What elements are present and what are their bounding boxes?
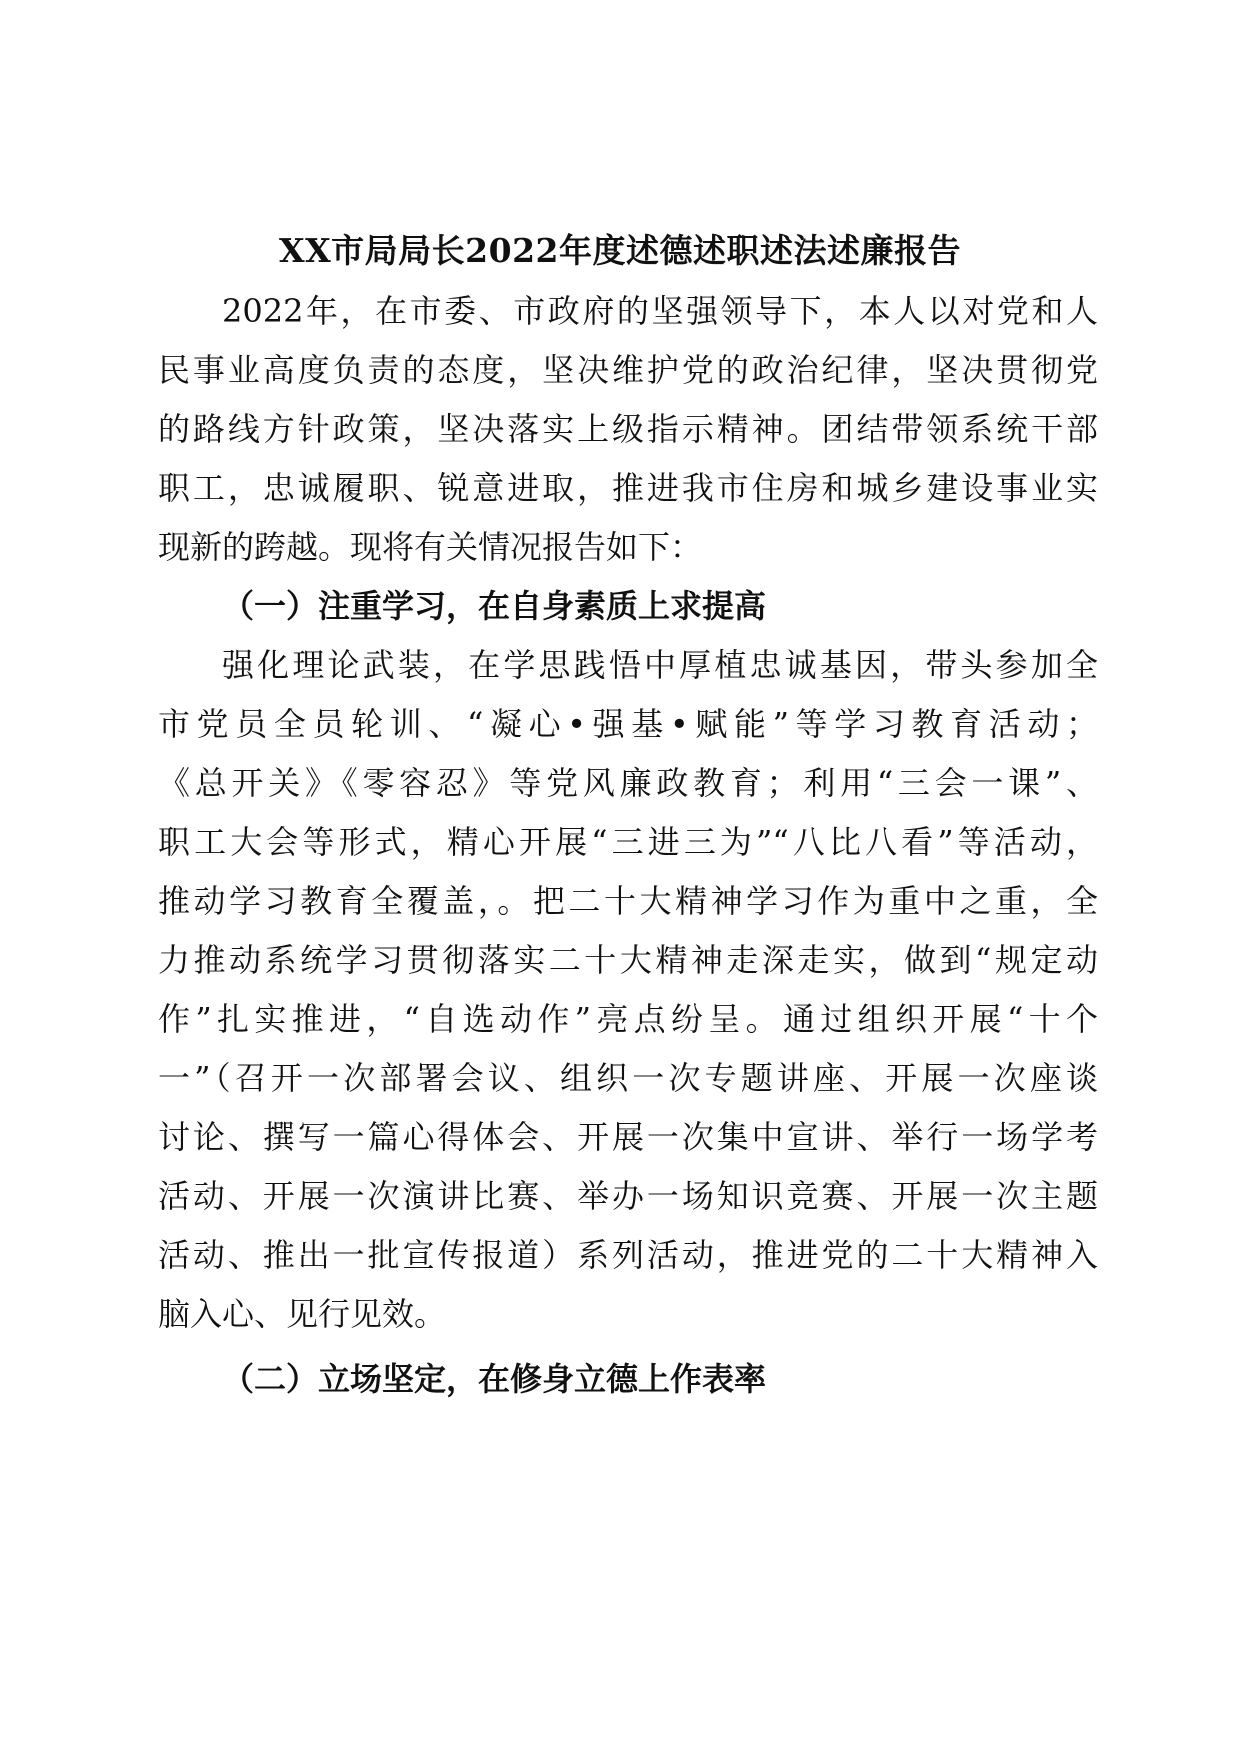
section-1-heading: （一）注重学习，在自身素质上求提高 — [222, 587, 767, 625]
section-2-heading: （二）立场坚定，在修身立德上作表率 — [222, 1360, 767, 1398]
section-1-line-5: 推动学习教育全覆盖，。把二十大精神学习作为重中之重，全 — [158, 882, 1098, 920]
section-1-line-3: 《总开关》《零容忍》等党风廉政教育；利用“三会一课”、 — [158, 764, 1098, 802]
intro-line-5: 现新的跨越。现将有关情况报告如下： — [158, 528, 703, 566]
section-1-line-6: 力推动系统学习贯彻落实二十大精神走深走实，做到“规定动 — [158, 941, 1098, 979]
section-1-line-11: 活动、推出一批宣传报道）系列活动，推进党的二十大精神入 — [158, 1236, 1098, 1274]
section-1-line-10: 活动、开展一次演讲比赛、举办一场知识竞赛、开展一次主题 — [158, 1177, 1098, 1215]
intro-line-3: 的路线方针政策，坚决落实上级指示精神。团结带领系统干部 — [158, 410, 1098, 448]
intro-line-4: 职工，忠诚履职、锐意进取，推进我市住房和城乡建设事业实 — [158, 469, 1098, 507]
section-1-line-1: 强化理论武装，在学思践悟中厚植忠诚基因，带头参加全 — [222, 646, 1098, 684]
section-1-line-4: 职工大会等形式，精心开展“三进三为”“八比八看”等活动， — [158, 823, 1098, 861]
section-1-line-9: 讨论、撰写一篇心得体会、开展一次集中宣讲、举行一场学考 — [158, 1118, 1098, 1156]
section-1-line-8: 一”（召开一次部署会议、组织一次专题讲座、开展一次座谈 — [158, 1059, 1098, 1097]
section-1-line-2: 市党员全员轮训、“凝心•强基•赋能”等学习教育活动； — [158, 705, 1098, 743]
intro-line-2: 民事业高度负责的态度，坚决维护党的政治纪律，坚决贯彻党 — [158, 351, 1098, 389]
section-1-line-12: 脑入心、见行见效。 — [158, 1295, 447, 1333]
intro-line-1: 2022年，在市委、市政府的坚强领导下，本人以对党和人 — [222, 292, 1098, 330]
document-title: XX市局局长2022年度述德述职述法述廉报告 — [278, 231, 962, 270]
section-1-line-7: 作”扎实推进，“自选动作”亮点纷呈。通过组织开展“十个 — [158, 1000, 1098, 1038]
